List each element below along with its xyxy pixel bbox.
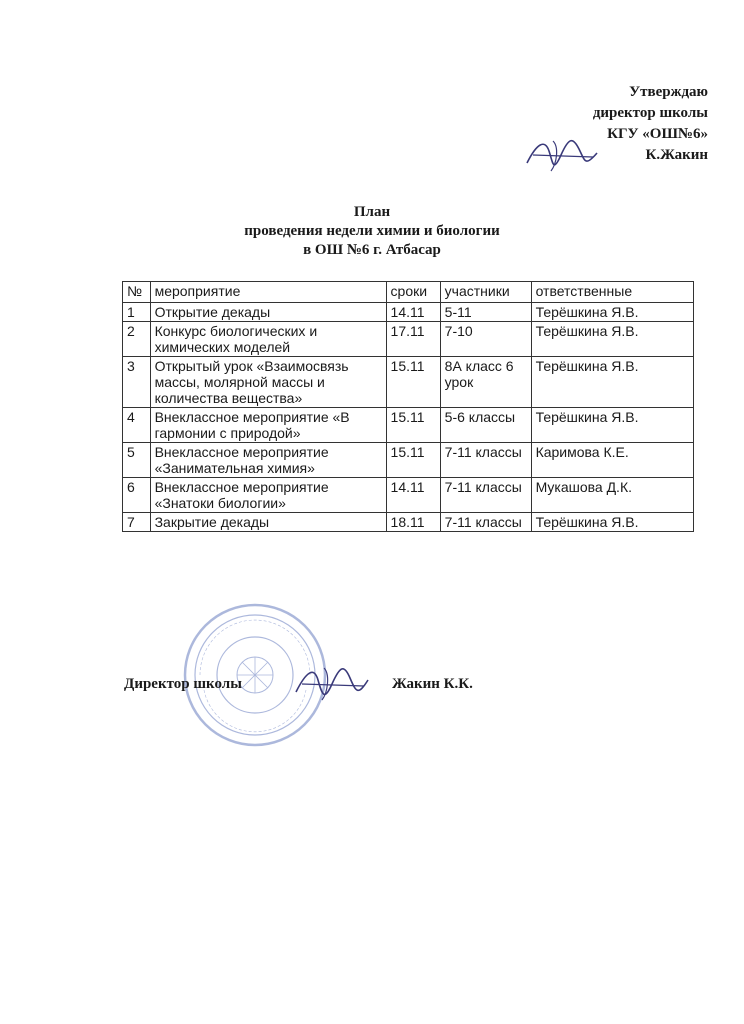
cell-participants: 7-10: [440, 322, 531, 357]
signoff-signature-icon: [292, 658, 372, 708]
cell-responsible: Терёшкина Я.В.: [531, 303, 693, 322]
approval-line-1: Утверждаю: [629, 84, 708, 100]
signoff-role: Директор школы: [124, 676, 242, 692]
cell-date: 15.11: [386, 408, 440, 443]
cell-num: 6: [123, 478, 151, 513]
header-responsible: ответственные: [531, 282, 693, 303]
cell-num: 5: [123, 443, 151, 478]
table-row: [123, 303, 694, 322]
approval-line-3: КГУ «ОШ№6»: [607, 126, 708, 142]
cell-event: Конкурс биологических и химических моделей: [150, 322, 386, 357]
title-line-3: в ОШ №6 г. Атбасар: [303, 242, 441, 258]
cell-responsible: Терёшкина Я.В.: [531, 408, 693, 443]
approval-block: [593, 82, 708, 166]
cell-event: Внеклассное мероприятие «В гармонии с природой»: [150, 408, 386, 443]
cell-event: Открытый урок «Взаимосвязь массы, молярной массы и количества вещества»: [150, 357, 386, 408]
cell-responsible: Терёшкина Я.В.: [531, 357, 693, 408]
cell-num: 2: [123, 322, 151, 357]
cell-num: 7: [123, 513, 151, 532]
cell-responsible: Каримова К.Е.: [531, 443, 693, 478]
table-row: [123, 478, 694, 513]
header-event: мероприятие: [150, 282, 386, 303]
cell-participants: 7-11 классы: [440, 478, 531, 513]
cell-date: 14.11: [386, 303, 440, 322]
cell-date: 15.11: [386, 443, 440, 478]
cell-participants: 5-11: [440, 303, 531, 322]
cell-date: 18.11: [386, 513, 440, 532]
cell-participants: 7-11 классы: [440, 513, 531, 532]
director-signature-icon: [523, 133, 601, 177]
table-row: [123, 408, 694, 443]
cell-num: 4: [123, 408, 151, 443]
cell-event: Внеклассное мероприятие «Занимательная химия»: [150, 443, 386, 478]
table-row: [123, 513, 694, 532]
cell-participants: 5-6 классы: [440, 408, 531, 443]
cell-num: 3: [123, 357, 151, 408]
cell-date: 14.11: [386, 478, 440, 513]
signoff-name: Жакин К.К.: [392, 676, 473, 692]
cell-event: Внеклассное мероприятие «Знатоки биологии»: [150, 478, 386, 513]
header-date: сроки: [386, 282, 440, 303]
cell-participants: 8А класс 6 урок: [440, 357, 531, 408]
title-line-2: проведения недели химии и биологии: [244, 223, 500, 239]
table-row: [123, 357, 694, 408]
cell-event: Закрытие декады: [150, 513, 386, 532]
cell-responsible: Терёшкина Я.В.: [531, 322, 693, 357]
cell-participants: 7-11 классы: [440, 443, 531, 478]
signoff-block: [124, 676, 544, 716]
header-participants: участники: [440, 282, 531, 303]
cell-event: Открытие декады: [150, 303, 386, 322]
approval-signature-line: [593, 145, 708, 166]
cell-date: 15.11: [386, 357, 440, 408]
cell-num: 1: [123, 303, 151, 322]
cell-responsible: Мукашова Д.К.: [531, 478, 693, 513]
table-row: [123, 322, 694, 357]
approval-line-2: директор школы: [592, 105, 708, 121]
cell-responsible: Терёшкина Я.В.: [531, 513, 693, 532]
header-num: №: [123, 282, 151, 303]
document-title: [0, 203, 744, 260]
table-header-row: [123, 282, 694, 303]
approval-line-4: К.Жакин: [645, 147, 708, 163]
title-line-1: План: [353, 204, 391, 220]
plan-table: [122, 281, 694, 532]
cell-date: 17.11: [386, 322, 440, 357]
table-row: [123, 443, 694, 478]
